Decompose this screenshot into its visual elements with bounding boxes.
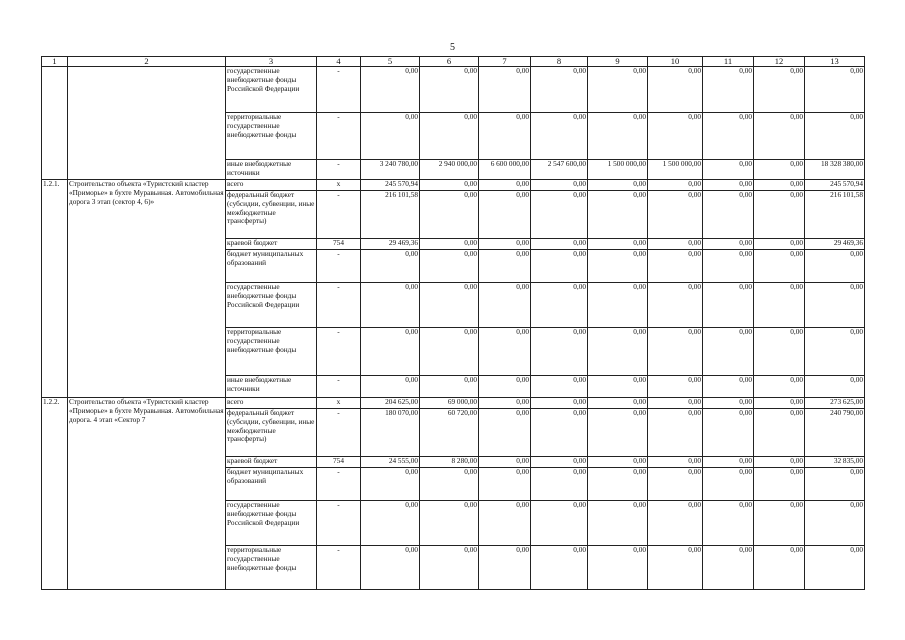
value-cell: 0,00 [420,468,479,501]
value-cell: 8 280,00 [420,457,479,468]
value-cell: 0,00 [361,546,420,590]
value-cell: 0,00 [588,328,648,376]
budget-code: - [317,409,361,457]
budget-code: х [317,398,361,409]
value-cell: 0,00 [648,409,703,457]
column-header: 4 [317,57,361,67]
table-row [42,67,865,113]
value-cell: 0,00 [703,398,754,409]
value-cell: 0,00 [361,376,420,398]
value-cell: 0,00 [754,376,805,398]
value-cell: 2 940 000,00 [420,160,479,180]
budget-code: - [317,376,361,398]
value-cell: 24 555,00 [361,457,420,468]
value-cell: 0,00 [361,501,420,546]
value-cell: 0,00 [531,113,588,160]
value-cell: 0,00 [648,501,703,546]
value-cell: 216 101,58 [805,191,865,239]
value-cell: 0,00 [703,67,754,113]
item-index: 1.2.1. [42,180,68,398]
value-cell: 0,00 [588,250,648,283]
funding-source: территориальные государственные внебюджетные фонды [226,546,317,590]
value-cell: 0,00 [361,250,420,283]
funding-source: федеральный бюджет (субсидии, субвенции, иные межбюджетные трансферты) [226,191,317,239]
value-cell: 0,00 [531,457,588,468]
value-cell: 0,00 [754,67,805,113]
value-cell: 0,00 [531,328,588,376]
value-cell: 0,00 [703,113,754,160]
value-cell: 0,00 [479,113,531,160]
value-cell: 0,00 [648,468,703,501]
value-cell: 180 070,00 [361,409,420,457]
value-cell: 0,00 [588,283,648,328]
value-cell: 0,00 [703,250,754,283]
value-cell: 0,00 [588,546,648,590]
value-cell: 0,00 [805,546,865,590]
value-cell: 0,00 [754,328,805,376]
page-number: 5 [450,42,455,53]
value-cell: 0,00 [703,546,754,590]
value-cell: 0,00 [703,457,754,468]
funding-source: всего [226,180,317,191]
value-cell: 0,00 [420,113,479,160]
value-cell: 0,00 [703,180,754,191]
funding-source: государственные внебюджетные фонды Российской Федерации [226,501,317,546]
funding-source: государственные внебюджетные фонды Российской Федерации [226,283,317,328]
item-name-cell [68,67,226,180]
value-cell: 0,00 [479,398,531,409]
value-cell: 0,00 [361,328,420,376]
budget-code: - [317,250,361,283]
value-cell: 32 835,00 [805,457,865,468]
value-cell: 1 500 000,00 [648,160,703,180]
value-cell: 0,00 [479,191,531,239]
column-header: 12 [754,57,805,67]
value-cell: 3 240 780,00 [361,160,420,180]
value-cell: 0,00 [588,376,648,398]
value-cell: 0,00 [531,468,588,501]
value-cell: 0,00 [479,501,531,546]
funding-source: бюджет муниципальных образований [226,468,317,501]
budget-code: 754 [317,239,361,250]
budget-code: 754 [317,457,361,468]
value-cell: 0,00 [648,457,703,468]
value-cell: 0,00 [754,160,805,180]
value-cell: 0,00 [479,409,531,457]
value-cell: 0,00 [648,180,703,191]
column-header: 3 [226,57,317,67]
value-cell: 0,00 [588,457,648,468]
value-cell: 0,00 [479,468,531,501]
value-cell: 0,00 [420,283,479,328]
value-cell: 0,00 [531,409,588,457]
funding-source: федеральный бюджет (субсидии, субвенции, иные межбюджетные трансферты) [226,409,317,457]
value-cell: 0,00 [361,468,420,501]
table-row [42,398,865,409]
column-header: 9 [588,57,648,67]
value-cell: 0,00 [754,283,805,328]
value-cell: 0,00 [531,250,588,283]
value-cell: 0,00 [588,113,648,160]
value-cell: 240 790,00 [805,409,865,457]
value-cell: 0,00 [420,191,479,239]
value-cell: 0,00 [420,250,479,283]
value-cell: 0,00 [531,180,588,191]
value-cell: 60 720,00 [420,409,479,457]
value-cell: 0,00 [805,283,865,328]
value-cell: 0,00 [648,67,703,113]
column-header: 6 [420,57,479,67]
value-cell: 0,00 [754,501,805,546]
funding-source: краевой бюджет [226,457,317,468]
value-cell: 0,00 [754,398,805,409]
value-cell: 0,00 [420,328,479,376]
column-header: 2 [68,57,226,67]
column-header: 1 [42,57,68,67]
value-cell: 0,00 [588,501,648,546]
value-cell: 0,00 [648,239,703,250]
value-cell: 0,00 [703,468,754,501]
value-cell: 0,00 [479,239,531,250]
column-header: 13 [805,57,865,67]
value-cell: 0,00 [754,113,805,160]
value-cell: 6 600 000,00 [479,160,531,180]
value-cell: 0,00 [361,283,420,328]
value-cell: 0,00 [754,409,805,457]
funding-source: государственные внебюджетные фонды Российской Федерации [226,67,317,113]
value-cell: 0,00 [805,376,865,398]
value-cell: 0,00 [479,283,531,328]
value-cell: 0,00 [805,113,865,160]
value-cell: 0,00 [479,546,531,590]
budget-code: - [317,160,361,180]
value-cell: 0,00 [588,398,648,409]
value-cell: 0,00 [648,376,703,398]
item-index: 1.2.2. [42,398,68,590]
value-cell: 0,00 [588,239,648,250]
budget-code: - [317,191,361,239]
value-cell: 29 469,36 [805,239,865,250]
value-cell: 0,00 [531,67,588,113]
value-cell: 0,00 [648,546,703,590]
value-cell: 0,00 [648,328,703,376]
column-header: 7 [479,57,531,67]
value-cell: 0,00 [703,328,754,376]
value-cell: 1 500 000,00 [588,160,648,180]
value-cell: 0,00 [703,501,754,546]
value-cell: 0,00 [754,250,805,283]
value-cell: 0,00 [479,67,531,113]
value-cell: 18 328 380,00 [805,160,865,180]
value-cell: 0,00 [588,468,648,501]
funding-source: краевой бюджет [226,239,317,250]
value-cell: 0,00 [805,501,865,546]
funding-source: всего [226,398,317,409]
value-cell: 0,00 [420,180,479,191]
value-cell: 0,00 [588,409,648,457]
value-cell: 0,00 [531,376,588,398]
value-cell: 0,00 [420,546,479,590]
item-name: Строительство объекта «Туристский кластер «Приморье» в бухте Муравьиная. Автомобильная дорога. 4 этап «Сектор 7 [68,398,226,590]
value-cell: 204 625,00 [361,398,420,409]
budget-code: - [317,501,361,546]
value-cell: 0,00 [805,468,865,501]
funding-source: территориальные государственные внебюджетные фонды [226,113,317,160]
value-cell: 0,00 [420,239,479,250]
value-cell: 0,00 [420,376,479,398]
value-cell: 0,00 [531,239,588,250]
table-row [42,180,865,191]
funding-source: иные внебюджетные источники [226,376,317,398]
value-cell: 0,00 [420,501,479,546]
value-cell: 0,00 [754,180,805,191]
value-cell: 0,00 [703,376,754,398]
value-cell: 0,00 [754,191,805,239]
value-cell: 0,00 [648,113,703,160]
value-cell: 0,00 [754,457,805,468]
value-cell: 0,00 [703,239,754,250]
item-index-cell [42,67,68,180]
column-header: 11 [703,57,754,67]
value-cell: 29 469,36 [361,239,420,250]
funding-source: бюджет муниципальных образований [226,250,317,283]
value-cell: 0,00 [703,283,754,328]
value-cell: 216 101,58 [361,191,420,239]
budget-code: х [317,180,361,191]
value-cell: 0,00 [479,328,531,376]
value-cell: 0,00 [754,239,805,250]
value-cell: 0,00 [361,67,420,113]
column-number-row [42,57,865,67]
item-name: Строительство объекта «Туристский кластер «Приморье» в бухте Муравьиная. Автомобильная дорога 3 этап (сектор 4, 6)» [68,180,226,398]
value-cell: 69 000,00 [420,398,479,409]
value-cell: 2 547 600,00 [531,160,588,180]
value-cell: 0,00 [531,283,588,328]
value-cell: 0,00 [805,67,865,113]
budget-code: - [317,283,361,328]
value-cell: 245 570,94 [361,180,420,191]
value-cell: 0,00 [805,328,865,376]
value-cell: 0,00 [531,191,588,239]
budget-code: - [317,67,361,113]
value-cell: 0,00 [420,67,479,113]
column-header: 8 [531,57,588,67]
value-cell: 0,00 [648,250,703,283]
budget-code: - [317,468,361,501]
value-cell: 0,00 [754,546,805,590]
value-cell: 0,00 [648,398,703,409]
value-cell: 0,00 [588,191,648,239]
budget-code: - [317,328,361,376]
column-header: 10 [648,57,703,67]
value-cell: 0,00 [531,398,588,409]
value-cell: 0,00 [703,409,754,457]
value-cell: 0,00 [361,113,420,160]
value-cell: 0,00 [805,250,865,283]
value-cell: 0,00 [703,191,754,239]
budget-table [41,56,865,590]
value-cell: 0,00 [531,546,588,590]
value-cell: 245 570,94 [805,180,865,191]
value-cell: 0,00 [479,457,531,468]
value-cell: 0,00 [648,283,703,328]
value-cell: 0,00 [648,191,703,239]
value-cell: 0,00 [588,180,648,191]
funding-source: иные внебюджетные источники [226,160,317,180]
value-cell: 273 625,00 [805,398,865,409]
budget-code: - [317,113,361,160]
value-cell: 0,00 [479,250,531,283]
column-header: 5 [361,57,420,67]
value-cell: 0,00 [479,180,531,191]
value-cell: 0,00 [703,160,754,180]
value-cell: 0,00 [754,468,805,501]
funding-source: территориальные государственные внебюджетные фонды [226,328,317,376]
value-cell: 0,00 [588,67,648,113]
budget-code: - [317,546,361,590]
value-cell: 0,00 [531,501,588,546]
value-cell: 0,00 [479,376,531,398]
